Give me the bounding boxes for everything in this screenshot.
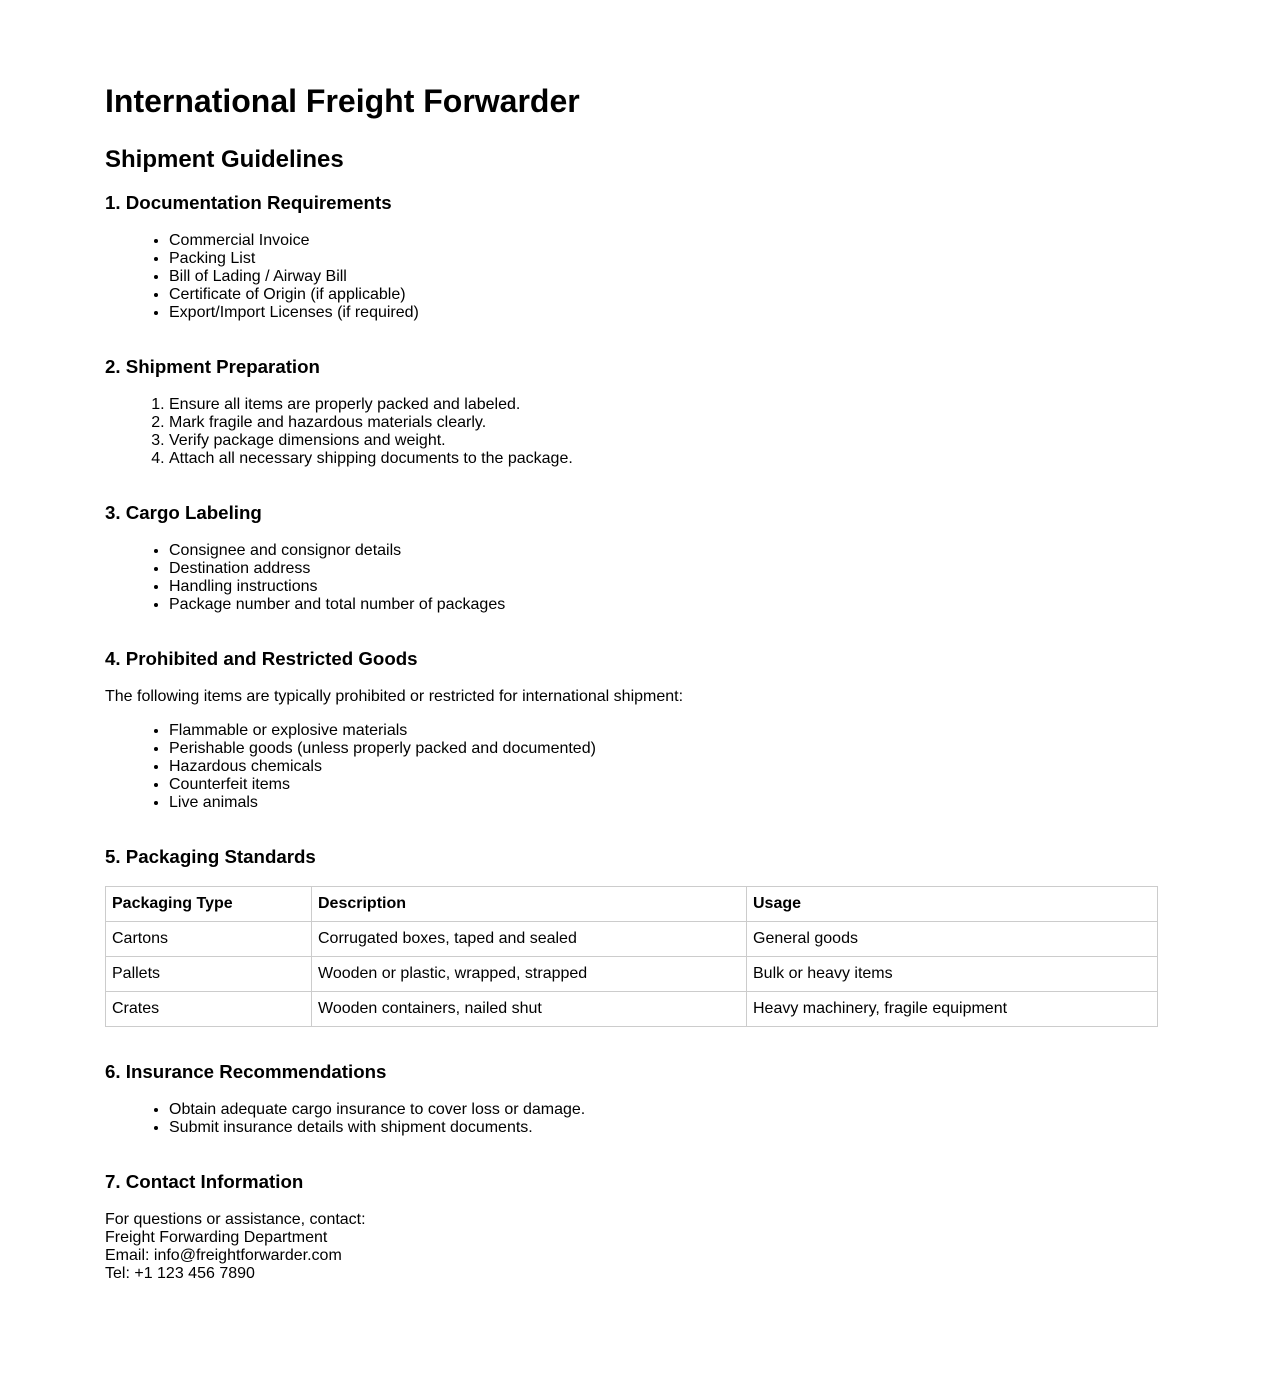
packaging-table xyxy=(105,886,1158,1027)
list-item: 4. Attach all necessary shipping documents to the package. xyxy=(169,450,1158,468)
section-heading: 7. Contact Information xyxy=(105,1171,304,1192)
table-row xyxy=(106,957,1158,992)
section-heading: 4. Prohibited and Restricted Goods xyxy=(105,648,418,669)
list-item: • Export/Import Licenses (if required) xyxy=(169,304,1158,322)
column-header: Description xyxy=(312,887,747,922)
prohibited-list xyxy=(105,722,1158,812)
section-insurance xyxy=(105,1061,1158,1137)
list-item: • Hazardous chemicals xyxy=(169,758,1158,776)
table-cell: Cartons xyxy=(106,922,312,957)
table-cell: Wooden containers, nailed shut xyxy=(312,992,747,1027)
list-item: • Live animals xyxy=(169,794,1158,812)
table-cell: General goods xyxy=(747,922,1158,957)
list-item: • Certificate of Origin (if applicable) xyxy=(169,286,1158,304)
column-header: Usage xyxy=(747,887,1158,922)
table-cell: Heavy machinery, fragile equipment xyxy=(747,992,1158,1027)
list-item: • Handling instructions xyxy=(169,578,1158,596)
list-item: • Counterfeit items xyxy=(169,776,1158,794)
table-cell: Pallets xyxy=(106,957,312,992)
list-item: • Perishable goods (unless properly packed and documented) xyxy=(169,740,1158,758)
page-subtitle: Shipment Guidelines xyxy=(105,146,344,173)
section-labeling xyxy=(105,502,1158,614)
table-cell: Crates xyxy=(106,992,312,1027)
list-item: 1. Ensure all items are properly packed and labeled. xyxy=(169,396,1158,414)
table-cell: Bulk or heavy items xyxy=(747,957,1158,992)
documentation-list xyxy=(105,232,1158,322)
list-item: • Obtain adequate cargo insurance to cover loss or damage. xyxy=(169,1101,1158,1119)
section-contact xyxy=(105,1171,1158,1283)
table-cell: Corrugated boxes, taped and sealed xyxy=(312,922,747,957)
section-heading: 2. Shipment Preparation xyxy=(105,356,320,377)
prohibited-intro: The following items are typically prohibited or restricted for international shipment: xyxy=(105,688,684,705)
column-header: Packaging Type xyxy=(106,887,312,922)
insurance-list xyxy=(105,1101,1158,1137)
table-row xyxy=(106,992,1158,1027)
list-item: • Packing List xyxy=(169,250,1158,268)
page-title: International Freight Forwarder xyxy=(105,83,580,119)
list-item: 2. Mark fragile and hazardous materials clearly. xyxy=(169,414,1158,432)
labeling-list xyxy=(105,542,1158,614)
list-item: • Flammable or explosive materials xyxy=(169,722,1158,740)
section-prohibited xyxy=(105,648,1158,812)
list-item: • Destination address xyxy=(169,560,1158,578)
contact-department: Freight Forwarding Department xyxy=(105,1229,328,1246)
section-documentation xyxy=(105,192,1158,322)
section-heading: 5. Packaging Standards xyxy=(105,846,316,867)
section-heading: 1. Documentation Requirements xyxy=(105,192,392,213)
table-cell: Wooden or plastic, wrapped, strapped xyxy=(312,957,747,992)
list-item: • Submit insurance details with shipment documents. xyxy=(169,1119,1158,1137)
list-item: • Commercial Invoice xyxy=(169,232,1158,250)
table-row xyxy=(106,922,1158,957)
section-heading: 6. Insurance Recommendations xyxy=(105,1061,387,1082)
table-header-row xyxy=(106,887,1158,922)
preparation-list xyxy=(105,396,1158,468)
list-item: 3. Verify package dimensions and weight. xyxy=(169,432,1158,450)
contact-phone: Tel: +1 123 456 7890 xyxy=(105,1265,255,1282)
list-item: • Package number and total number of packages xyxy=(169,596,1158,614)
section-packaging xyxy=(105,846,1158,1027)
contact-intro: For questions or assistance, contact: xyxy=(105,1211,366,1228)
section-preparation xyxy=(105,356,1158,468)
list-item: • Bill of Lading / Airway Bill xyxy=(169,268,1158,286)
section-heading: 3. Cargo Labeling xyxy=(105,502,262,523)
list-item: • Consignee and consignor details xyxy=(169,542,1158,560)
contact-email: Email: info@freightforwarder.com xyxy=(105,1247,342,1264)
